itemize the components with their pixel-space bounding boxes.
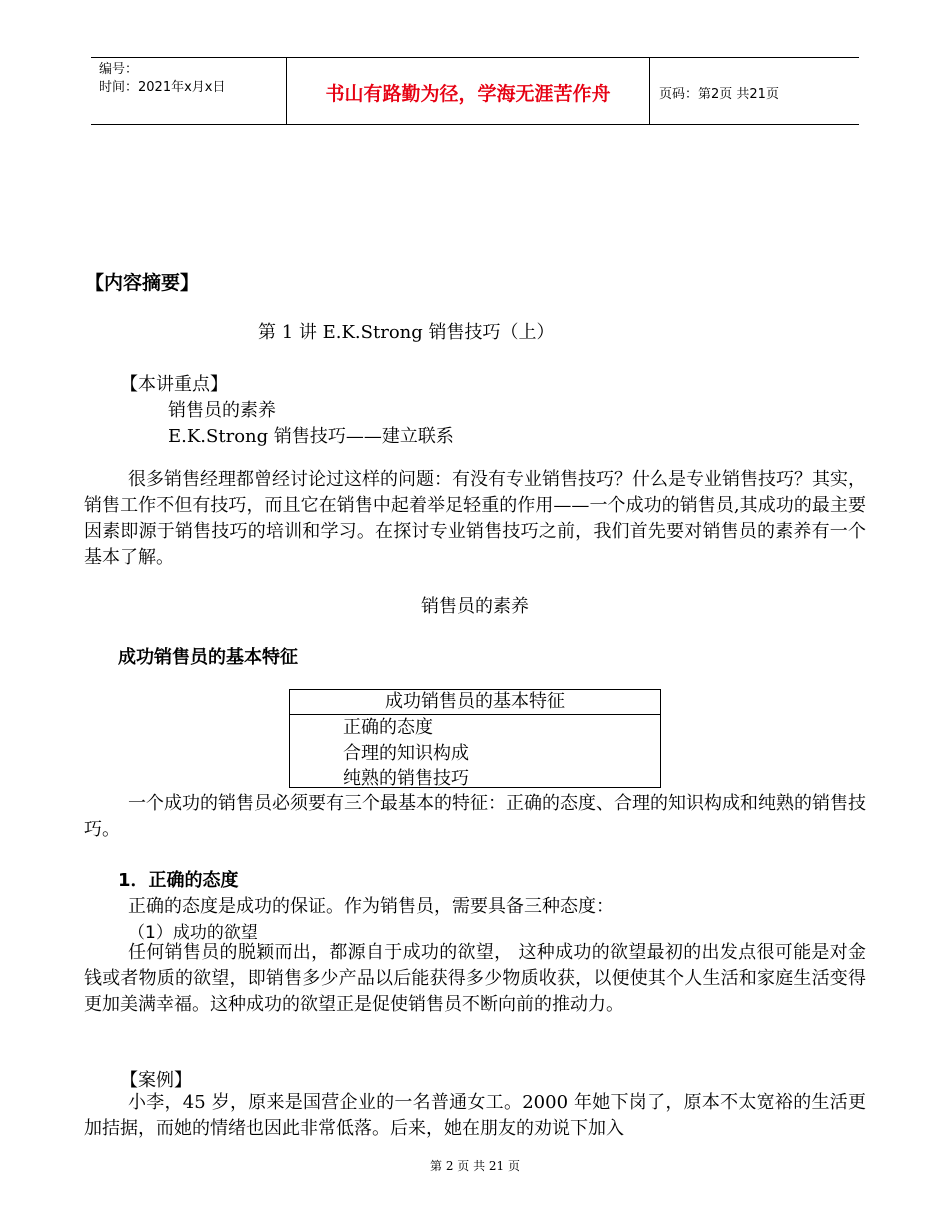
traits-paragraph: 一个成功的销售员必须要有三个最基本的特征：正确的态度、合理的知识构成和纯熟的销售技巧。: [84, 793, 866, 840]
traits-table-item: 正确的态度: [343, 717, 433, 738]
page-header: [91, 57, 859, 125]
section-heading: 成功销售员的基本特征: [118, 647, 298, 668]
case-heading: 【案例】: [120, 1070, 192, 1091]
header-motto: 书山有路勤为径，学海无涯苦作舟: [325, 83, 611, 105]
focus-item: 销售员的素养: [168, 400, 276, 421]
point1-line: 正确的态度是成功的保证。作为销售员，需要具备三种态度：: [128, 896, 614, 917]
point1-sub-heading: （1）成功的欲望: [128, 923, 258, 943]
header-meta: [91, 58, 287, 124]
point1-paragraph: 任何销售员的脱颖而出，都源自于成功的欲望， 这种成功的欲望最初的出发点很可能是对金钱或者物质的欲望，即销售多少产品以后能获得多少物质收获，以便使其个人生活和家庭生活变得更加美满幸福。这种成功的欲望正是促使销售员不断向前的推动力。: [84, 942, 866, 1015]
case-paragraph: 小李，45 岁，原来是国营企业的一名普通女工。2000 年她下岗了，原本不太宽裕的生活更加拮据，而她的情绪也因此非常低落。后来，她在朋友的劝说下加入: [84, 1092, 866, 1139]
traits-table-item: 纯熟的销售技巧: [343, 768, 469, 789]
lecture-title: 第 1 讲 E.K.Strong 销售技巧（上）: [258, 322, 555, 343]
header-page-info: 页码：第2页 共21页: [659, 87, 779, 102]
header-page-cell: [650, 58, 859, 124]
traits-table: [289, 689, 661, 788]
page-footer: 第 2 页 共 21 页: [430, 1159, 520, 1173]
header-motto-cell: [287, 58, 650, 124]
time-label: 时间：2021年x月x日: [99, 80, 226, 95]
focus-heading: 【本讲重点】: [120, 374, 228, 395]
summary-heading: 【内容摘要】: [85, 272, 200, 294]
intro-paragraph: 很多销售经理都曾经讨论过这样的问题：有没有专业销售技巧？什么是专业销售技巧？其实，销售工作不但有技巧，而且它在销售中起着举足轻重的作用——一个成功的销售员,其成功的最主要因素即源于销售技巧的培训和学习。在探讨专业销售技巧之前，我们首先要对销售员的素养有一个基本了解。: [84, 469, 866, 568]
section-center-title: 销售员的素养: [421, 596, 529, 617]
traits-table-title: 成功销售员的基本特征: [290, 690, 660, 715]
traits-table-item: 合理的知识构成: [343, 743, 469, 764]
number-label: 编号：: [99, 62, 139, 77]
point1-heading: 1．正确的态度: [118, 870, 239, 891]
focus-item: E.K.Strong 销售技巧——建立联系: [168, 426, 454, 447]
